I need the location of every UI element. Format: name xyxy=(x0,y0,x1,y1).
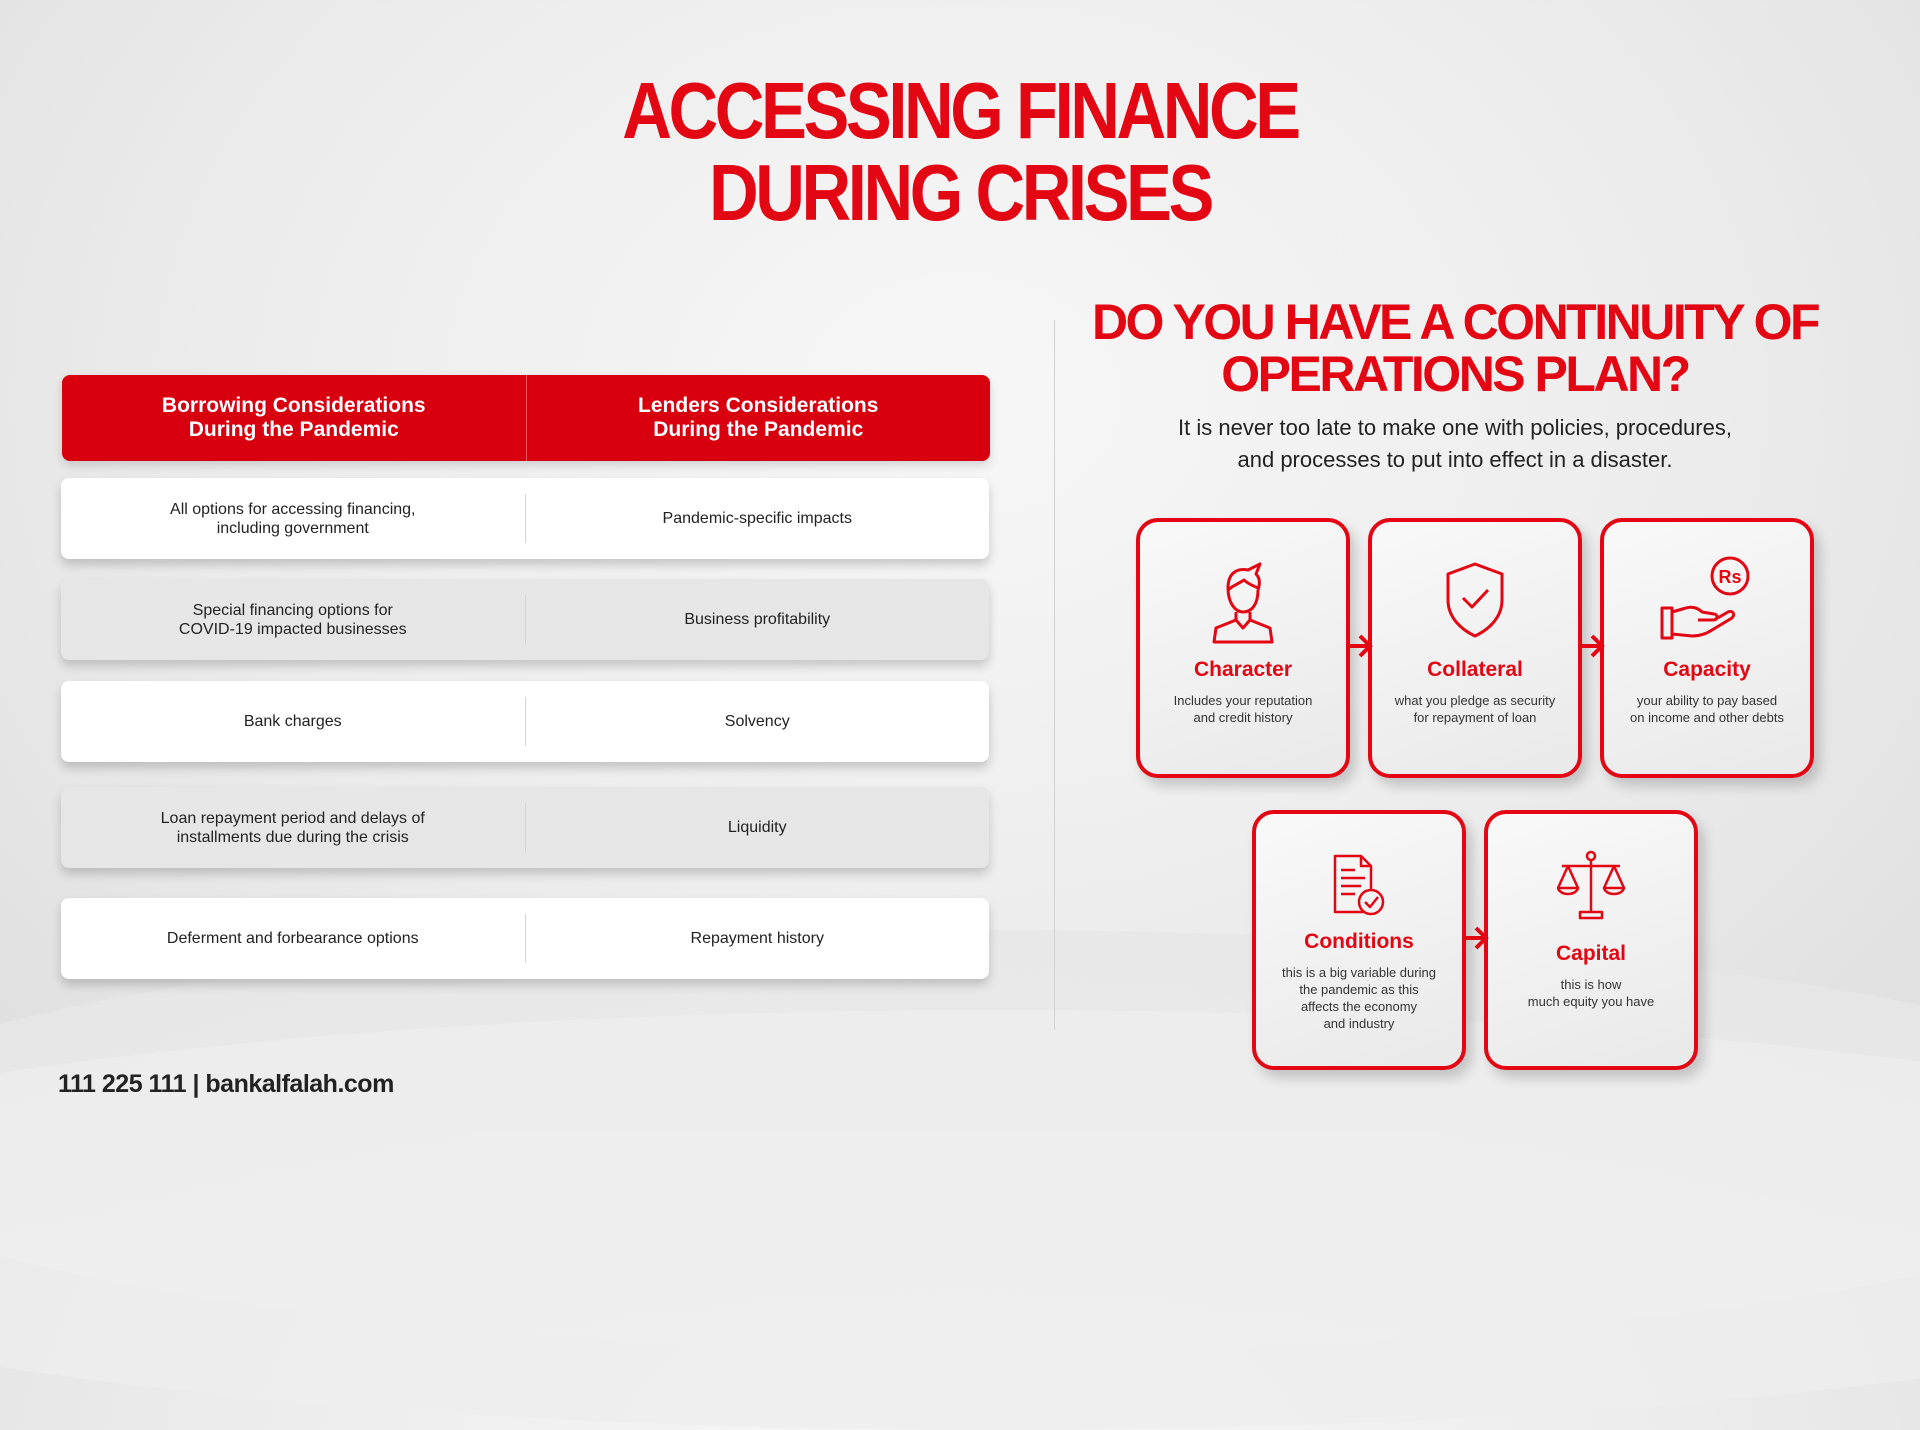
plan-title xyxy=(1080,296,1830,400)
card-description: this is a big variable during the pandemic as this affects the economy and industry xyxy=(1282,965,1436,1031)
card-description: your ability to pay based on income and other debts xyxy=(1630,693,1784,725)
plan-title-line-1: DO YOU HAVE A CONTINUITY OF xyxy=(1091,294,1819,350)
header-borrowing: Borrowing Considerations During the Pandemic xyxy=(161,394,426,441)
card-collateral xyxy=(1368,518,1582,778)
hand-rupee-icon xyxy=(1604,556,1810,642)
borrowing-cell: All options for accessing financing, including government xyxy=(170,500,416,537)
arrow-right-icon xyxy=(1462,918,1492,958)
title-line-1: ACCESSING FINANCE xyxy=(622,66,1298,155)
lenders-cell: Business profitability xyxy=(525,595,990,644)
header-lenders: Lenders Considerations During the Pandemic xyxy=(526,375,991,461)
card-capacity xyxy=(1600,518,1814,778)
lenders-cell: Solvency xyxy=(525,697,990,746)
card-description: Includes your reputation and credit history xyxy=(1173,693,1313,725)
card-description: this is how much equity you have xyxy=(1527,977,1655,1009)
table-row xyxy=(61,787,989,868)
table-row xyxy=(61,898,989,979)
arrow-right-icon xyxy=(1346,626,1376,666)
table-header xyxy=(62,375,990,461)
arrow-right-icon xyxy=(1578,626,1608,666)
rupee-badge: Rs xyxy=(1718,567,1742,587)
table-row xyxy=(61,579,989,660)
lenders-cell: Pandemic-specific impacts xyxy=(525,494,990,543)
card-title: Capacity xyxy=(1663,658,1751,681)
table-row xyxy=(61,478,989,559)
card-description: what you pledge as security for repayment of loan xyxy=(1394,693,1556,725)
borrowing-cell: Loan repayment period and delays of installments due during the crisis xyxy=(160,809,425,846)
document-check-icon xyxy=(1256,852,1462,918)
person-icon xyxy=(1140,560,1346,644)
page-title xyxy=(0,66,1920,237)
plan-title-line-2: OPERATIONS PLAN? xyxy=(1221,346,1689,402)
plan-subtitle: It is never too late to make one with policies, procedures, and processes to put into effect in a disaster. xyxy=(1178,415,1732,472)
card-title: Conditions xyxy=(1304,930,1414,953)
lenders-cell: Liquidity xyxy=(525,803,990,852)
borrowing-cell: Bank charges xyxy=(243,713,342,730)
card-conditions xyxy=(1252,810,1466,1070)
footer-contact[interactable]: 111 225 111 | bankalfalah.com xyxy=(58,1070,394,1098)
table-row xyxy=(61,681,989,762)
borrowing-cell: Deferment and forbearance options xyxy=(166,930,419,947)
scales-icon xyxy=(1488,850,1694,922)
card-character xyxy=(1136,518,1350,778)
shield-check-icon xyxy=(1372,560,1578,640)
card-title: Capital xyxy=(1555,942,1626,965)
borrowing-cell: Special financing options for COVID-19 impacted businesses xyxy=(178,601,407,638)
title-line-2: DURING CRISES xyxy=(709,148,1211,237)
section-divider xyxy=(1054,320,1055,1030)
card-title: Collateral xyxy=(1427,658,1523,681)
card-capital xyxy=(1484,810,1698,1070)
card-title: Character xyxy=(1193,658,1293,681)
lenders-cell: Repayment history xyxy=(525,914,990,963)
